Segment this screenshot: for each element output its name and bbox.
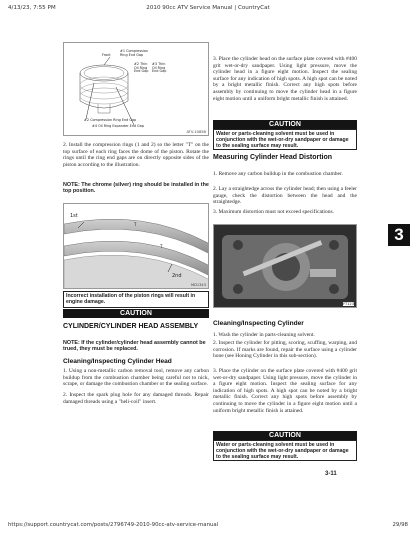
head-step-3: 3. Place the cylinder head on the surface plate covered with #400 grit wet-or-dry sandpaper. Using light pressure, move the cylinder head in a figure eight motion. Inspect the sealing surface for any indication of high spots. A high spot can be noted by a bright metallic finish. Correct any high spots before assembly by continuing to move the cylinder head in a figure eight motion until a uniform bright metallic finish is attained. <box>213 56 357 102</box>
label-front: Front <box>102 53 111 57</box>
label-second-ring-gap: #2 Compression Ring End Gap <box>84 118 137 122</box>
caution-head-sandpaper-text: Water or parts-cleaning solvent must be used in conjunction with the wet-or-dry sandpaper or damage to the sealing surface may result. <box>213 129 357 150</box>
cylinder-head-photo <box>213 224 357 308</box>
ring-marking-figure <box>63 203 209 289</box>
cylinder-step-2: 2. Inspect the cylinder for pitting, scoring, scuffing, warping, and corrosion. If marks are found, repair the surface using a cylinder hone (see Honing Cylinder in this sub-section). <box>213 340 357 360</box>
svg-text:T: T <box>134 222 137 227</box>
print-url: https://support.countrycat.com/posts/2796749-2010-90cc-atv-service-manual <box>8 522 219 528</box>
piston-bottom <box>80 101 128 108</box>
caution-cylinder-sandpaper-text: Water or parts-cleaning solvent must be used in conjunction with the wet-or-dry sandpaper or damage to the sealing surface may result. <box>213 440 357 461</box>
top-ring-inner <box>84 67 124 80</box>
label-2nd-ring: 2nd <box>172 273 182 279</box>
label-1st-ring: 1st <box>70 213 78 219</box>
print-page-count: 29/98 <box>392 522 408 528</box>
photo-code: YT123 <box>342 302 354 306</box>
svg-text:T: T <box>160 244 163 249</box>
top-ring-ellipse <box>80 65 128 81</box>
label-top-ring-gap: #1 Compression Ring End Gap <box>120 49 149 57</box>
label-thin-oil-ring-gap: #2 Thin Oil Ring End Gap <box>134 62 149 74</box>
distortion-step-3: 3. Maximum distortion must not exceed specifications. <box>213 209 334 215</box>
browser-print-footer <box>8 522 408 532</box>
section-tab: 3 <box>388 224 410 246</box>
cylinder-head-photo-svg <box>214 225 357 308</box>
left-column <box>63 42 209 502</box>
heading-head-distortion: Measuring Cylinder Head Distortion <box>213 154 333 161</box>
caution-piston-rings-title: CAUTION <box>63 309 209 318</box>
caution-cylinder-sandpaper-title: CAUTION <box>213 431 357 440</box>
label-thin-oil-ring-gap-2: #3 Thin Oil Ring End Gap <box>152 62 167 74</box>
heading-cylinder-head-assembly: CYLINDER/CYLINDER HEAD ASSEMBLY <box>63 323 199 330</box>
heading-clean-cylinder: Cleaning/Inspecting Cylinder <box>213 320 304 327</box>
cylinder-step-3: 3. Place the cylinder on the surface plate covered with #400 grit wet-or-dry sandpaper. Using light pressure, move the cylinder in a figure eight motion. Inspect the sealing surface for any indication of high spots. A high spot can be noted by a bright metallic finish. Correct any high spots before assembly by continuing to move the cylinder in a figure eight motion until a uniform bright metallic finish is attained. <box>213 368 357 414</box>
browser-print-header <box>8 5 408 15</box>
head-step-1: 1. Using a non-metallic carbon removal tool, remove any carbon buildup from the combustion chamber being careful not to nick, scrape, or damage the combustion chamber or the sealing surface. <box>63 368 209 388</box>
ring-install-step-2: 2. Install the compression rings (1 and 2) so the letter "T" on the top surface of each ring faces the dome of the piston. Rotate the rings until the ring end gaps are on directly opposite sides of the piston according to the illustration. <box>63 142 209 168</box>
print-title: 2010 90cc ATV Service Manual | CountryCat <box>146 5 270 11</box>
distortion-step-2: 2. Lay a straightedge across the cylinder head; then using a feeler gauge, check the distortion between the head and the straightedge. <box>213 186 357 206</box>
head-step-2: 2. Inspect the spark plug hole for any damaged threads. Repair damaged threads using a "heli-coil" insert. <box>63 392 209 405</box>
heading-clean-cylinder-head: Cleaning/Inspecting Cylinder Head <box>63 358 172 365</box>
figure2-code: MD1343 <box>190 283 206 287</box>
note-chrome-ring: NOTE: The chrome (silver) ring should be installed in the top position. <box>63 182 209 195</box>
label-oil-expander-gap: #4 Oil Ring Expander End Gap <box>92 124 145 128</box>
print-datetime: 4/13/23, 7:55 PM <box>8 5 56 11</box>
note-cylinder-true: NOTE: If the cylinder/cylinder head assembly cannot be trued, they must be replaced. <box>63 340 206 353</box>
caution-head-sandpaper-title: CAUTION <box>213 120 357 129</box>
distortion-step-1: 1. Remove any carbon buildup in the combustion chamber. <box>213 171 343 177</box>
figure1-code: ATV-1085B <box>186 130 206 134</box>
piston-ring-diagram <box>63 42 209 136</box>
cylinder-step-1: 1. Wash the cylinder in parts-cleaning solvent. <box>213 332 315 338</box>
caution-piston-rings-text: Incorrect installation of the piston rings will result in engine damage. <box>63 291 209 308</box>
manual-page-number: 3-11 <box>325 471 337 477</box>
right-column <box>213 56 357 516</box>
ring-marking-svg <box>64 204 209 289</box>
